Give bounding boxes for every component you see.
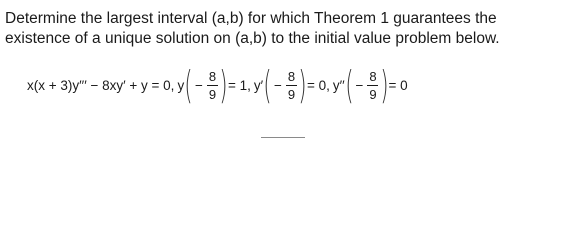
initial-condition-2-value: = 0,	[306, 77, 330, 93]
fraction-denominator: 9	[287, 86, 296, 102]
fraction-initial-point-1	[207, 69, 218, 102]
fraction-initial-point-3	[367, 69, 378, 102]
fraction-denominator: 9	[208, 86, 217, 102]
right-paren: )	[379, 63, 389, 107]
problem-line-2: existence of a unique solution on (a,b) to the initial value problem below.	[5, 30, 500, 47]
problem-statement	[5, 9, 565, 49]
initial-condition-1-value: = 1,	[227, 77, 251, 93]
negative-sign: −	[195, 77, 203, 93]
initial-condition-1-function: y	[177, 77, 185, 93]
left-paren: (	[344, 63, 354, 107]
answer-blank[interactable]	[261, 137, 305, 138]
negative-sign: −	[355, 77, 364, 93]
fraction-numerator: 8	[287, 68, 296, 84]
right-paren: )	[298, 63, 307, 107]
initial-condition-3-function: y′′	[332, 77, 345, 93]
initial-condition-3-value: = 0	[388, 77, 408, 93]
fraction-numerator: 8	[369, 68, 377, 84]
left-paren: (	[184, 63, 193, 107]
initial-condition-2-function: y′	[253, 77, 264, 93]
negative-sign: −	[273, 77, 282, 93]
initial-value-problem	[27, 63, 408, 107]
left-paren: (	[263, 63, 272, 107]
right-paren: )	[219, 63, 228, 107]
fraction-denominator: 9	[369, 86, 377, 102]
problem-line-1: Determine the largest interval (a,b) for which Theorem 1 guarantees the	[5, 10, 497, 27]
fraction-numerator: 8	[208, 68, 217, 84]
fraction-initial-point-2	[286, 69, 297, 102]
differential-equation: x(x + 3)y′′′ − 8xy′ + y = 0,	[27, 77, 175, 93]
